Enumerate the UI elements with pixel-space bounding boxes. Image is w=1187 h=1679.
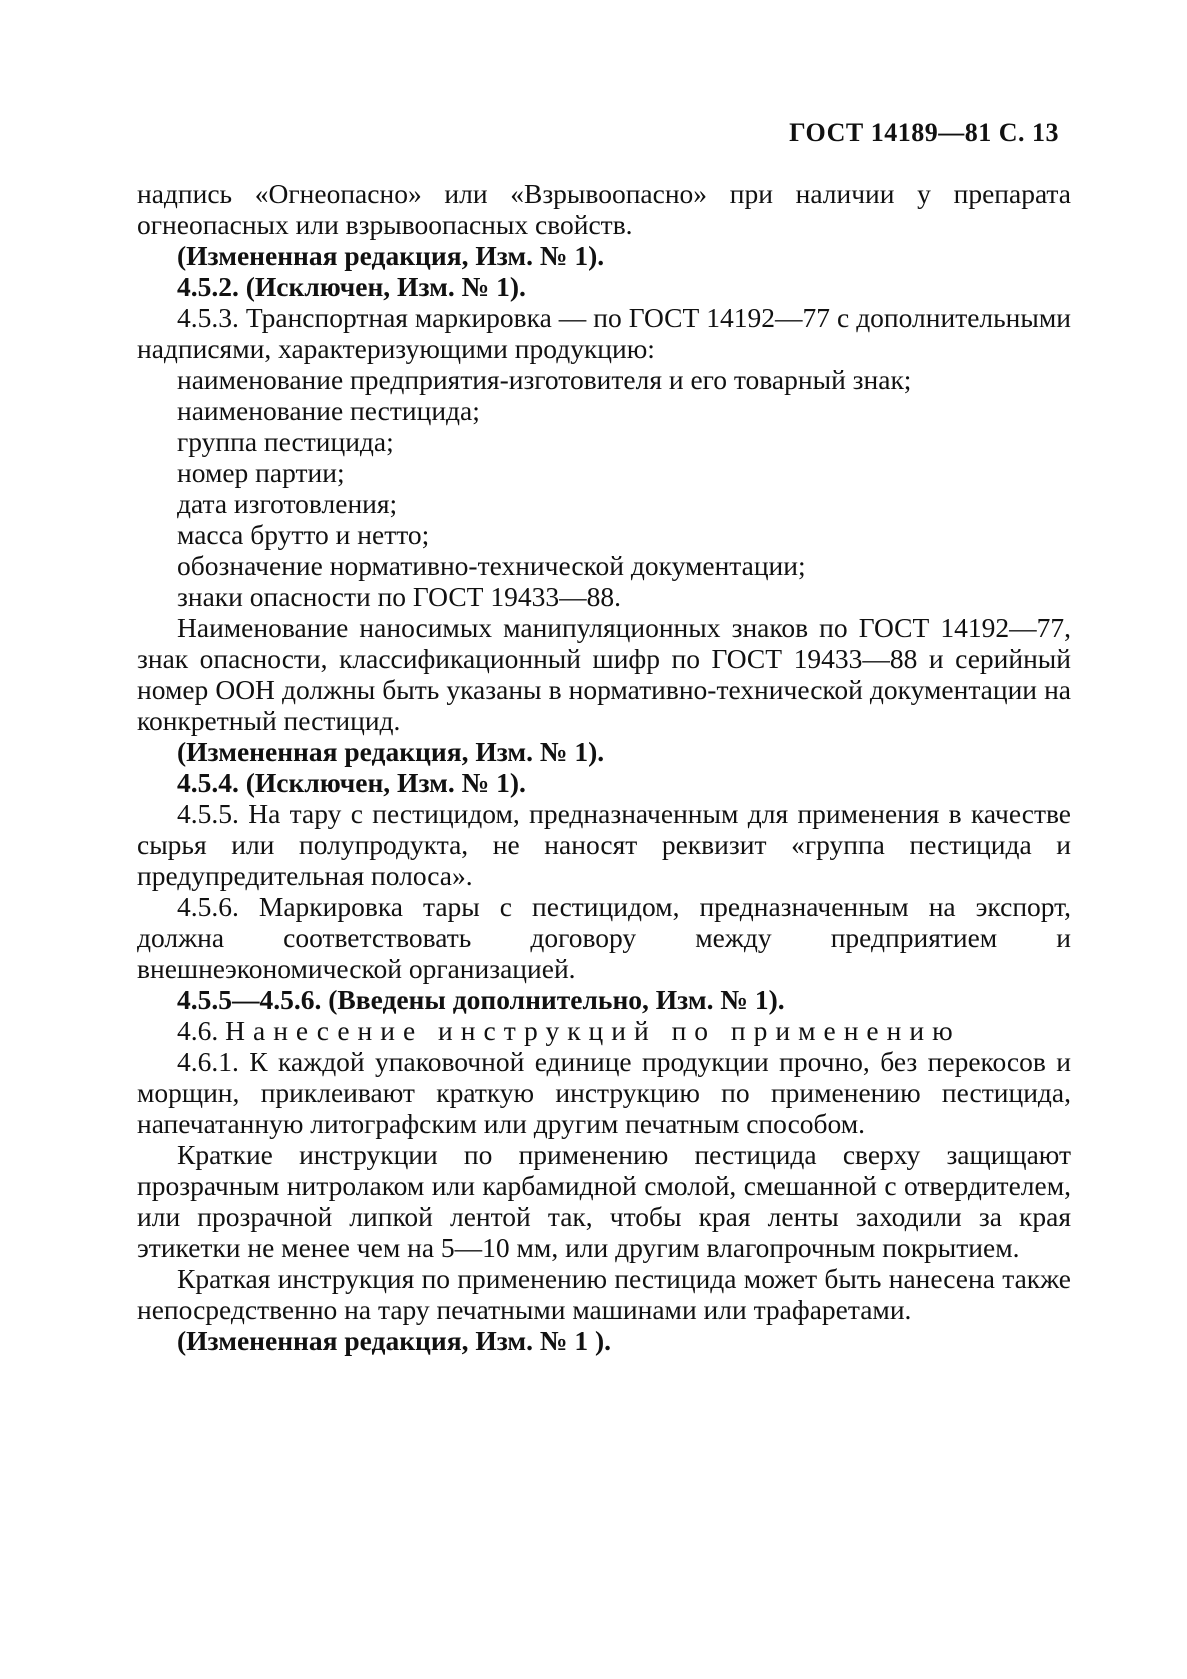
clause-4-5-3: 4.5.3. Транспортная маркировка — по ГОСТ 14192—77 с дополнительными надписями, характеризующими продукцию:: [137, 302, 1071, 364]
paragraph-continuation: надпись «Огнеопасно» или «Взрывоопасно» при наличии у препарата огнеопасных или взрывоопасных свойств.: [137, 178, 1071, 240]
clause-4-5-5: 4.5.5. На тару с пестицидом, предназначенным для применения в качестве сырья или полупродукта, не наносят реквизит «группа пестицида и предупредительная полоса».: [137, 798, 1071, 891]
list-item: наименование пестицида;: [177, 395, 480, 426]
list-item: обозначение нормативно-технической документации;: [177, 550, 806, 581]
list-item: дата изготовления;: [177, 488, 398, 519]
clause-4-5-4: 4.5.4. (Исключен, Изм. № 1).: [177, 767, 526, 798]
page-header: ГОСТ 14189—81 С. 13: [789, 118, 1059, 147]
list-item: наименование предприятия-изготовителя и его товарный знак;: [177, 364, 912, 395]
clause-4-5-6: 4.5.6. Маркировка тары с пестицидом, предназначенным на экспорт, должна соответствовать договору между предприятием и внешнеэкономической организацией.: [137, 891, 1071, 984]
paragraph-printing: Краткая инструкция по применению пестицида может быть нанесена также непосредственно на тару печатными машинами или трафаретами.: [137, 1263, 1071, 1325]
amendment-note: 4.5.5—4.5.6. (Введены дополнительно, Изм. № 1).: [177, 984, 785, 1015]
paragraph-hazard-signs: Наименование наносимых манипуляционных знаков по ГОСТ 14192—77, знак опасности, классификационный шифр по ГОСТ 19433—88 и серийный номер ООН должны быть указаны в нормативно-технической документации на конкретный пестицид.: [137, 612, 1071, 736]
list-item: знаки опасности по ГОСТ 19433—88.: [177, 581, 621, 612]
clause-4-6-1: 4.6.1. К каждой упаковочной единице продукции прочно, без перекосов и морщин, приклеивают краткую инструкцию по применению пестицида, напечатанную литографским или другим печатным способом.: [137, 1046, 1071, 1139]
section-title: Нанесение инструкций по применению: [225, 1015, 961, 1046]
list-item: номер партии;: [177, 457, 345, 488]
list-item: группа пестицида;: [177, 426, 394, 457]
document-body: [137, 178, 1071, 1356]
paragraph-protection: Краткие инструкции по применению пестицида сверху защищают прозрачным нитролаком или карбамидной смолой, смешанной с отвердителем, или прозрачной липкой лентой так, чтобы края ленты заходили за края этикетки не менее чем на 5—10 мм, или другим влагопрочным покрытием.: [137, 1139, 1071, 1263]
amendment-note: (Измененная редакция, Изм. № 1).: [177, 736, 605, 767]
clause-4-5-2: 4.5.2. (Исключен, Изм. № 1).: [177, 271, 526, 302]
amendment-note: (Измененная редакция, Изм. № 1).: [177, 240, 605, 271]
amendment-note: (Измененная редакция, Изм. № 1 ).: [177, 1325, 612, 1356]
section-heading-4-6: [137, 1015, 1071, 1046]
list-item: масса брутто и нетто;: [177, 519, 430, 550]
section-number: 4.6.: [177, 1015, 219, 1046]
